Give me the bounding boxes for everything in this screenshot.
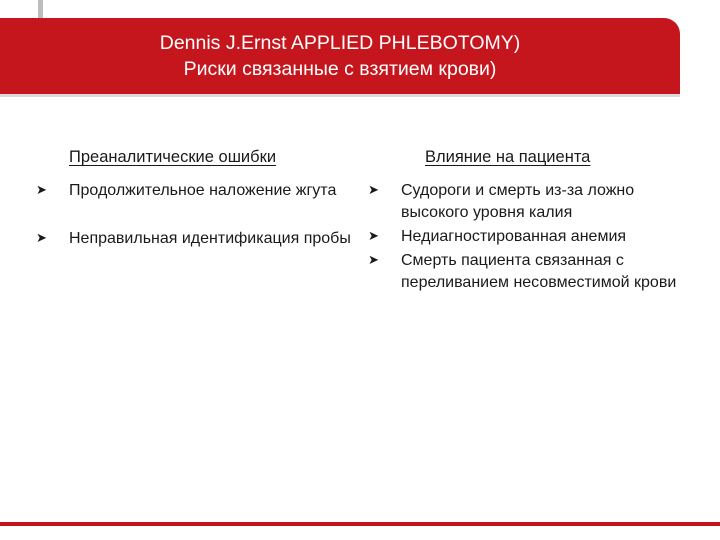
arrow-bullet-icon: ➤: [368, 229, 379, 244]
title-line-2: Риски связанные с взятием крови): [183, 58, 497, 80]
list-item-text: Продолжительное наложение жгута: [69, 182, 337, 199]
title-banner: [0, 18, 680, 94]
list-item-text: Смерть пациента связанная с переливанием несовместимой крови: [401, 252, 677, 291]
list-item: [36, 180, 356, 202]
preanalytical-errors-heading: Преаналитические ошибки: [69, 148, 277, 166]
list-item: [368, 180, 678, 224]
list-item: [368, 250, 678, 294]
arrow-bullet-icon: ➤: [36, 183, 47, 198]
patient-impact-column: [368, 146, 678, 296]
patient-impact-list: [368, 180, 678, 294]
list-item-text: Судороги и смерть из-за ложно высокого уровня калия: [401, 182, 635, 221]
bottom-accent-bar: [0, 522, 720, 526]
preanalytical-errors-list: [36, 180, 356, 250]
list-item-text: Недиагностированная анемия: [401, 228, 627, 245]
list-item: [36, 228, 356, 250]
list-item: [368, 226, 678, 248]
arrow-bullet-icon: ➤: [36, 231, 47, 246]
patient-impact-heading: Влияние на пациента: [425, 148, 591, 166]
preanalytical-errors-column: [36, 146, 356, 276]
title-line-1: Dennis J.Ernst APPLIED PHLEBOTOMY): [159, 32, 521, 54]
arrow-bullet-icon: ➤: [368, 253, 379, 268]
arrow-bullet-icon: ➤: [368, 183, 379, 198]
list-item-text: Неправильная идентификация пробы: [69, 230, 351, 247]
title-banner-shadow: [0, 94, 680, 97]
